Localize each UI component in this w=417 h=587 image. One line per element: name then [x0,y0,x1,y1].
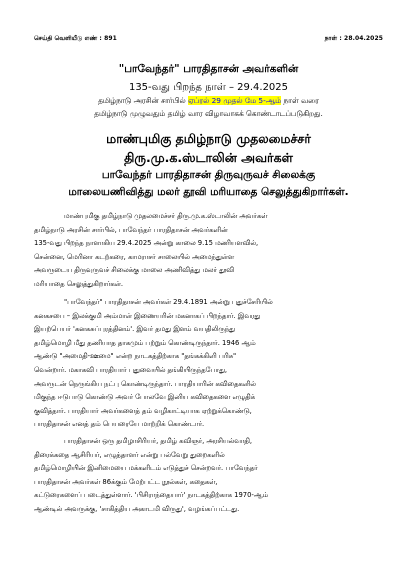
paragraph-line: பாரதிதாசன் எனத் தம் பெயரையே மாற்றிக் கொண்டார். [34,420,205,429]
headline-line-2: திரு.மு.க.ஸ்டாலின் அவர்கள் [124,150,293,165]
highlighted-dates: ஏப்ரல் 29 முதல் மே 5-ஆம் [188,96,282,105]
paragraph-line: கட்டுரைகளைப் படைத்துள்ளார். 'பிசிராந்தையார்' நாடகத்திற்காக 1970-ஆம் [34,491,268,500]
paragraph-line: வென்றார். மகாகவி பாரதியார் புதுவையில் தங்கியிருந்தபோது, [34,365,227,374]
paragraph-line: தமிழ்மொழி மீது தணியாத தாகமும் பற்றும் கொண்டிருந்தார். 1946 ஆம் [34,338,256,347]
title-line-1: "பாவேந்தர்" பாரதிதாசன் அவர்களின் [118,63,299,75]
title-line-3-post: நாள் வரை [281,96,319,105]
paragraph-line: இயற்பெயர் 'கனகசுப்புரத்தினம்'. இவர் தமது இளம் வயதிலிருந்து [34,325,235,334]
paragraph-line: சென்னை, மெரினா கடற்கரை, காமராசர் சாலையில் அமைந்துள்ள [34,252,234,261]
paragraph-3 [34,435,383,517]
paragraph-line: குவித்தார். பாரதியார் அவர்களைத் தம் வழிகாட்டியாக ஏற்றுக்கொண்டு, [34,406,252,415]
paragraph-1 [34,210,383,292]
paragraph-line: அவருடைய திருவுருவச் சிலைக்கு மாலை அணிவித்து மலர் தூவி [34,266,235,275]
header-bar [34,35,383,43]
paragraph-line: கனகசபை – இலக்குமி அம்மாள் இணையரின் மகனாகப் பிறந்தார். இவரது [34,311,261,320]
paragraph-line: ஆண்டில் அவருக்கு, 'சாகித்திய அகாடமி விருது', வழங்கப்பட்டது. [34,504,240,513]
paragraph-line: திரைக்கதை ஆசிரியர், எழுத்தாளர் என்று பல்வேறு துறைகளில் [34,450,225,459]
headline-line-3: பாவேந்தர் பாரதிதாசன் திருவுருவச் சிலைக்கு [101,169,316,181]
title-line-3 [0,96,417,106]
paragraph-line: ஆண்டு "அமைதி-ஊமை" என்ற நாடகத்திற்காக "தங்கக்கிளி பரிசு" [34,352,237,361]
paragraph-line: மாண்புமிகு தமிழ்நாடு முதலமைச்சர் திரு.மு.க.ஸ்டாலின் அவர்கள் [64,212,268,220]
paragraph-line: பாரதிதாசன் அவர்கள் 86க்கும் மேற்பட்ட நூல்கள், கதைகள், [34,477,218,486]
paragraph-line: பாரதிதாசன் ஒரு தமிழாசிரியர், தமிழ் கவிஞர், அரசியல்வாதி, [64,437,253,445]
title-line-4: தமிழ்நாடு முழுவதும் தமிழ் வார விழாவாகக் கொண்டாடப்படுகிறது. [94,109,323,118]
title-line-3-pre: தமிழ்நாடு அரசின் சார்பில் [98,96,189,105]
paragraph-2 [34,296,383,432]
paragraph-line: தமிழ்மொழியின் இனிமையை மக்களிடம் எடுத்துச் சென்றவர். பாவேந்தர் [34,464,258,473]
headline-line-4: மாலையணிவித்து மலர் தூவி மரியாதை செலுத்துகிறார்கள். [68,186,349,198]
paragraph-line: மரியாதை செலுத்துகிறார்கள். [34,279,124,288]
paragraph-line: "பாவேந்தர்" பாரதிதாசன் அவர்கள் 29.4.1891 அன்று புதுச்சேரியில் [64,298,273,306]
paragraph-line: அவருடன் நெருங்கிய நட்பு கொண்டிருந்தார். பாரதியாரின் கவிதைகளில் [34,379,256,388]
paragraph-line: 135-வது பிறந்த நாளாகிய 29.4.2025 அன்று காலை 9.15 மணியளவில், [34,239,259,248]
paragraph-line: மிகுந்த ஈடுபாடு கொண்டு அவர் போலவே இனிய கவிதைகளை எழுதிக் [34,393,255,402]
release-number: செய்தி வெளியீடு எண் : 891 [34,35,117,42]
title-line-2: 135-வது பிறந்த நாள் – 29.4.2025 [128,82,289,93]
headline-line-1: மாண்புமிகு தமிழ்நாடு முதலமைச்சர் [106,131,311,146]
release-date: நாள் : 28.04.2025 [324,35,383,42]
paragraph-line: தமிழ்நாடு அரசின் சார்பில், பாவேந்தர் பாரதிதாசன் அவர்களின் [34,225,228,234]
